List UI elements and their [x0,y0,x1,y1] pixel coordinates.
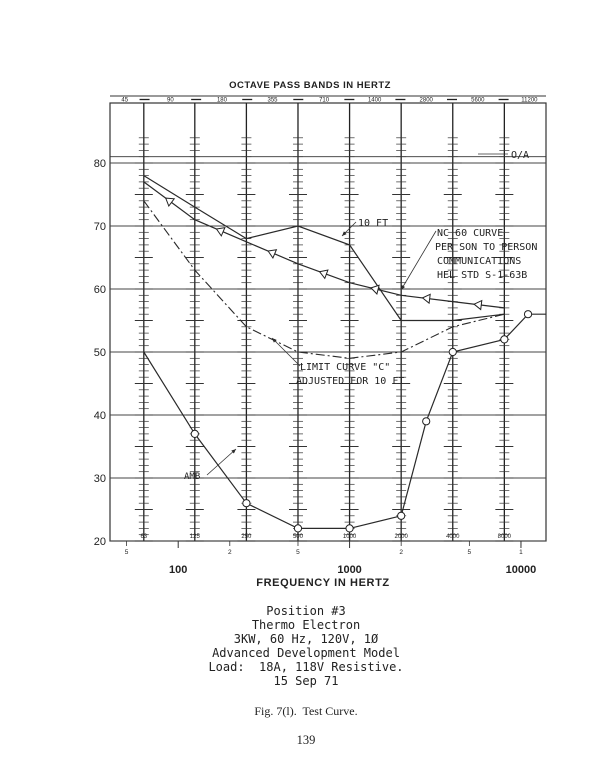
annotation-10ft: 10 FT [358,218,389,229]
band-edge-label: 710 [319,97,330,104]
x-minor-label: 1 [519,549,523,556]
caption-load: Load: 18A, 118V Resistive. [208,660,404,674]
band-edge-label: 5600 [471,97,485,104]
x-minor-label: 2 [227,549,232,556]
amb-point-marker [398,512,405,519]
band-edge-label: 355 [267,97,278,104]
caption-model: Advanced Development Model [212,646,400,660]
nc-point-marker [423,294,431,303]
y-tick-label: 40 [93,410,106,422]
octave-center-label: 500 [292,534,303,540]
nc-point-marker [217,228,225,236]
x-axis-label: FREQUENCY IN HERTZ [256,577,390,589]
annotation-limit-line2: ADJUSTED FOR 10 FT [296,376,405,387]
caption-position: Position #3 [266,604,346,618]
y-tick-label: 20 [93,536,106,548]
octave-center-label: 8000 [497,534,512,540]
nc-point-marker [474,301,482,310]
plot-border [110,103,546,541]
x-minor-label: 5 [124,549,129,556]
annotation-limit-line1: LIMIT CURVE "C" [300,362,391,373]
y-tick-label: 50 [93,347,106,359]
caption-manufacturer: Thermo Electron [251,618,361,632]
y-tick-label: 30 [93,473,106,485]
amb-point-marker [524,311,531,318]
caption-rating: 3KW, 60 Hz, 120V, 1Ø [233,632,379,646]
x-major-label: 10000 [505,564,537,576]
annotation-amb: AMB [184,472,201,482]
band-edge-label: 2800 [419,97,433,104]
amb-point-marker [501,336,508,343]
amb-point-marker [449,348,456,355]
octave-center-label: 2000 [394,534,408,540]
annotation-nc-line4: HEL STD S-1-63B [437,270,528,281]
chart-title: OCTAVE PASS BANDS IN HERTZ [229,80,391,91]
amb-point-marker [294,525,301,532]
amb-point-marker [243,500,250,507]
band-edge-label: 180 [216,97,227,104]
band-edge-label: 1400 [367,97,382,104]
amb-point-marker [423,418,430,425]
x-major-label: 100 [169,564,188,576]
octave-center-label: 4000 [446,534,460,540]
annotation-nc-line2: PER SON TO PERSON [435,242,538,253]
figure-caption [0,604,612,688]
annotation-leaders [207,154,508,475]
band-edge-label: 11200 [521,97,538,104]
x-minor-label: 2 [399,549,403,556]
octave-center-label: 63 [140,534,148,540]
chart-grid [94,103,546,576]
leader-nc [401,231,436,290]
octave-center-label: 125 [189,534,200,540]
leader-amb [207,449,236,475]
chart-series [110,157,546,529]
nc-point-marker [371,285,379,294]
x-major-label: 1000 [337,564,362,576]
band-edge-label: 45 [121,97,129,104]
annotation-nc-line1: NC 60 CURVE [437,228,504,239]
figure-label: Fig. 7(l). Test Curve. [254,704,358,718]
annotation-nc-line3: COMMUNICATIONS [437,256,522,267]
octave-center-label: 250 [241,534,252,540]
amb-point-marker [346,525,353,532]
y-tick-label: 70 [93,221,106,233]
y-tick-label: 80 [93,158,106,170]
nc-point-marker [320,270,328,278]
band-edge-label: 90 [167,97,174,104]
page-number: 139 [296,733,316,747]
caption-date: 15 Sep 71 [273,674,339,688]
x-minor-label: 5 [296,549,300,556]
amb-point-marker [191,430,198,437]
y-tick-label: 60 [93,284,106,296]
annotation-oa: O/A [511,150,530,161]
nc-point-marker [268,250,276,258]
octave-center-label: 1000 [342,534,357,540]
x-minor-label: 5 [467,549,472,556]
nc-point-marker [166,198,175,206]
